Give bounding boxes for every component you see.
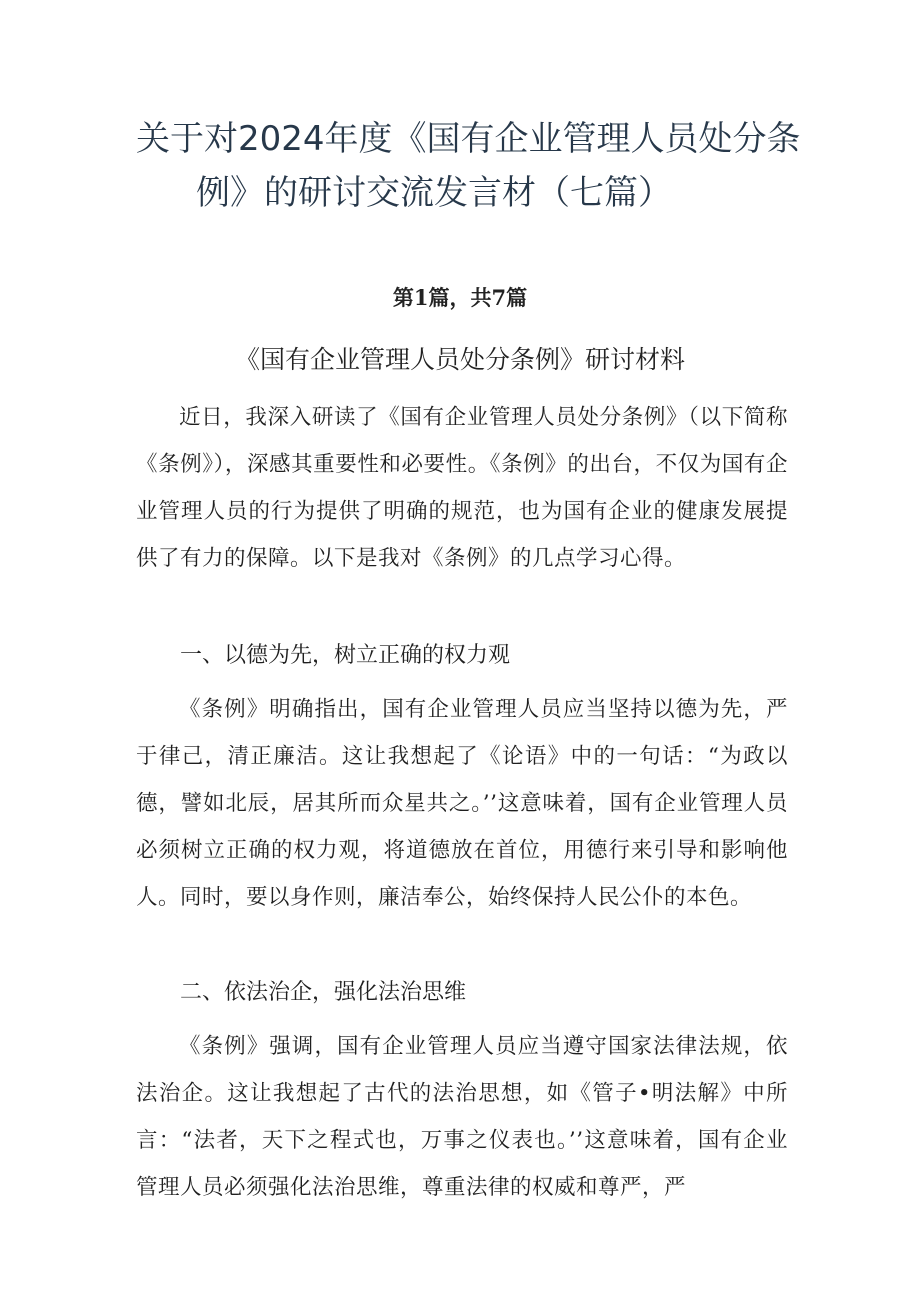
section-paragraph-2: 《条例》强调，国有企业管理人员应当遵守国家法律法规，依法治企。这让我想起了古代的法治思想，如《管子•明法解》中所言：“法者，天下之程式也，万事之仪表也。’’这意味着，国有企业管理人员必须强化法治思维，尊重法律的权威和尊严，严: [136, 1034, 788, 1200]
document-title-line-2: 例》的研讨交流发言材（七篇）: [196, 173, 672, 213]
intro-paragraph: 近日，我深入研读了《国有企业管理人员处分条例》（以下简称《条例》），深感其重要性和必要性。《条例》的出台，不仅为国有企业管理人员的行为提供了明确的规范，也为国有企业的健康发展提供了有力的保障。以下是我对《条例》的几点学习心得。: [136, 405, 788, 571]
section-paragraph-1: 《条例》明确指出，国有企业管理人员应当坚持以德为先，严于律己，清正廉洁。这让我想起了《论语》中的一句话：“为政以德，譬如北辰，居其所而众星共之。’’这意味着，国有企业管理人员必须树立正确的权力观，将道德放在首位，用德行来引导和影响他人。同时，要以身作则，廉洁奉公，始终保持人民公仆的本色。: [136, 697, 788, 910]
document-title-line-1: 关于对2024年度《国有企业管理人员处分条: [136, 119, 801, 159]
section-heading-2: 二、依法治企，强化法治思维: [180, 980, 467, 1005]
section-heading-1: 一、以德为先，树立正确的权力观: [180, 643, 511, 668]
document-title: [136, 112, 801, 220]
part-label: 第1篇，共7篇: [392, 285, 528, 310]
article-title: 《国有企业管理人员处分条例》研讨材料: [234, 345, 685, 374]
